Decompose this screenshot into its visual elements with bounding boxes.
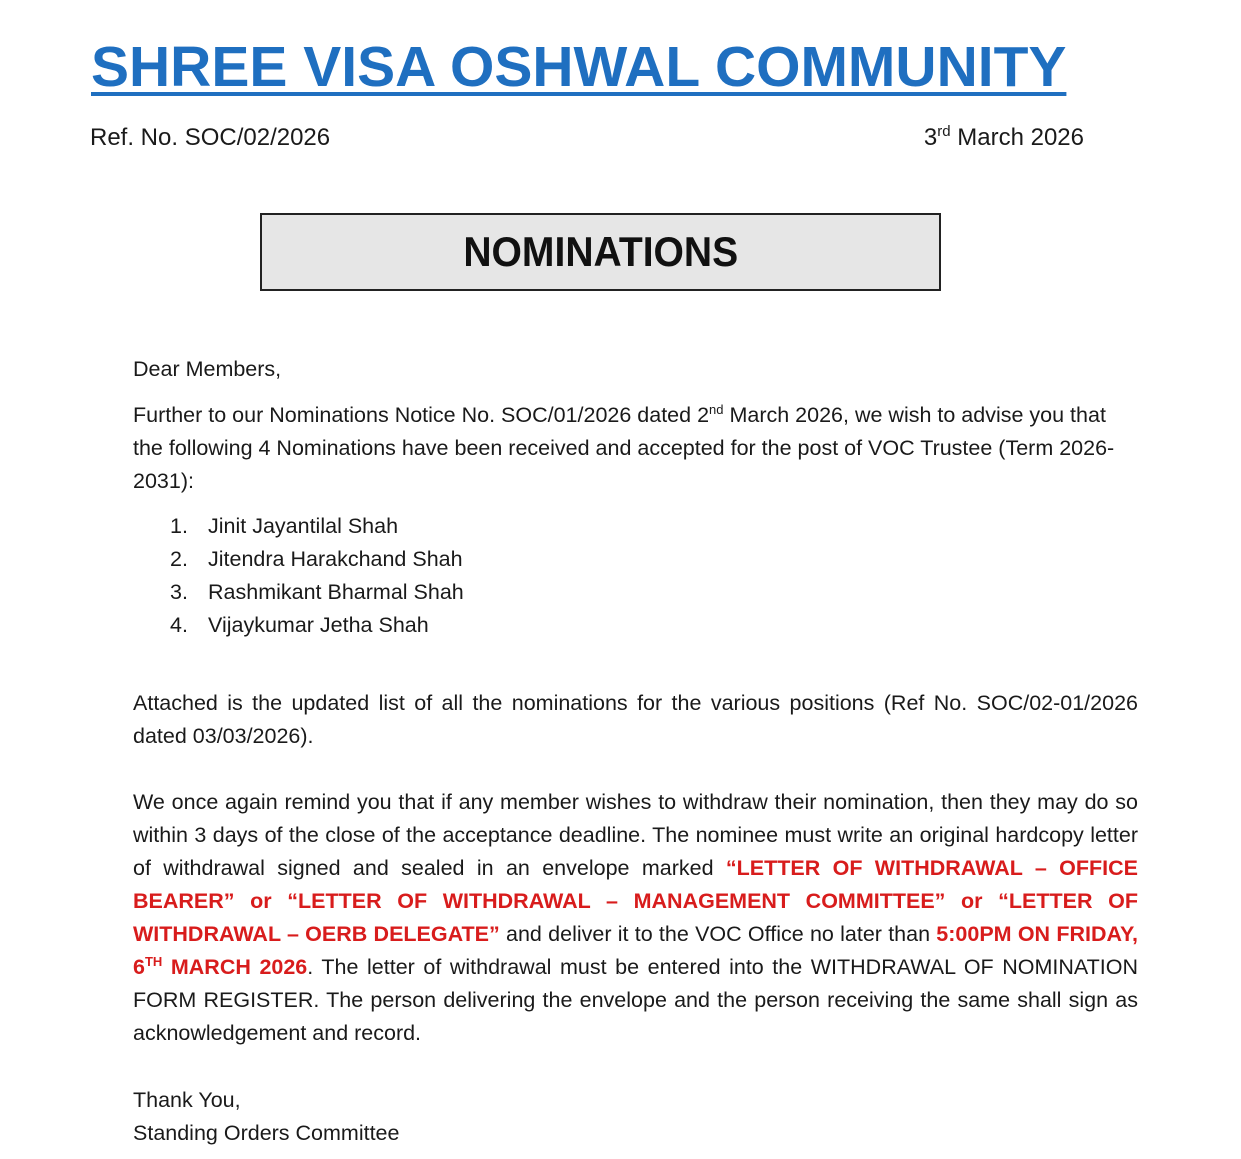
attached-paragraph: Attached is the updated list of all the nominations for the various positions (Ref No. SOC/02-01/2026 dated 03/03/2026). — [133, 691, 1138, 748]
envelope-markings: “LETTER OF WITHDRAWAL – OFFICE BEARER” or “LETTER OF WITHDRAWAL – MANAGEMENT COMMITTEE” or “LETTER OF WITHDRAWAL – OERB DELEGATE” — [133, 856, 1139, 946]
deadline-time: 5:00PM ON FRIDAY, 6 — [133, 922, 1138, 979]
intro-paragraph — [133, 399, 1138, 498]
date-suffix: rd — [937, 123, 951, 140]
list-item-name: Jitendra Harakchand Shah — [208, 547, 463, 571]
reminder-text-1: We once again remind you that if any member wishes to withdraw their nomination, then they may do so within 3 days of the close of the acceptance deadline. The nominee must write an original hardcopy letter of withdrawal signed and sealed in an envelope marked — [133, 790, 1138, 880]
list-item-number: 2. — [170, 547, 188, 571]
list-item-name: Vijaykumar Jetha Shah — [208, 613, 429, 637]
deadline-sup: TH — [144, 954, 163, 969]
nominations-heading-box — [260, 213, 941, 291]
list-item — [170, 543, 464, 576]
list-item — [170, 510, 464, 543]
closing-thanks: Thank You, — [133, 1088, 241, 1112]
reminder-text-2: and deliver it to the VOC Office no later than — [499, 922, 937, 946]
reminder-paragraph — [133, 786, 1138, 1050]
deadline-date: MARCH 2026 — [162, 955, 308, 979]
intro-text-1: Further to our Nominations Notice No. SOC/01/2026 dated 2 — [133, 403, 710, 427]
list-item-number: 1. — [170, 514, 188, 538]
nominations-heading: NOMINATIONS — [463, 228, 738, 275]
list-item-number: 3. — [170, 580, 188, 604]
document-date — [924, 122, 1084, 154]
nominee-list — [170, 510, 464, 642]
list-item-name: Rashmikant Bharmal Shah — [208, 580, 464, 604]
list-item-name: Jinit Jayantilal Shah — [208, 514, 399, 538]
reminder-text-3: . The letter of withdrawal must be entered into the WITHDRAWAL OF NOMINATION FORM REGISTER. The person delivering the envelope and the person receiving the same shall sign as acknowledgement and record. — [133, 955, 1138, 1045]
intro-text-2: March 2026, we wish to advise you that the following 4 Nominations have been received and accepted for the post of VOC Trustee (Term 2026-2031): — [133, 403, 1115, 493]
intro-sup: nd — [709, 402, 724, 417]
signatory: Standing Orders Committee — [133, 1121, 400, 1145]
organization-title: SHREE VISA OSHWAL COMMUNITY — [91, 35, 1067, 99]
list-item-number: 4. — [170, 613, 188, 637]
list-item — [170, 576, 464, 609]
list-item — [170, 609, 464, 642]
date-month-year: March 2026 — [950, 124, 1084, 151]
reference-number: Ref. No. SOC/02/2026 — [90, 124, 331, 151]
greeting: Dear Members, — [133, 357, 282, 381]
date-day: 3 — [923, 124, 938, 151]
